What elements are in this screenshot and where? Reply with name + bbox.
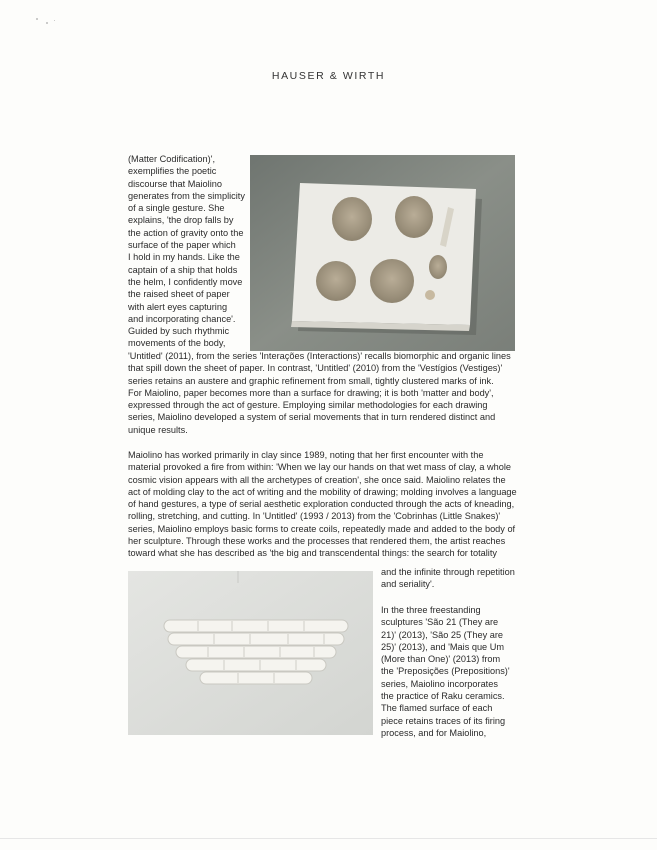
artwork-photo-clay-coils xyxy=(128,571,373,735)
text-line: surface of the paper which xyxy=(128,240,236,251)
text-line: process, and for Maiolino, xyxy=(381,727,487,738)
paragraph-2-right-column xyxy=(381,566,515,591)
text-line: discourse that Maiolino xyxy=(128,178,222,189)
text-line: Guided by such rhythmic xyxy=(128,326,230,337)
text-line: the helm, I confidently move xyxy=(128,276,243,287)
text-line: that spill down the sheet of paper. In contrast, 'Untitled' (2010) from the 'Vestígios (Vestiges)' xyxy=(128,363,503,374)
text-line: toward what she has described as 'the big and transcendental things: the search for totality xyxy=(128,548,497,559)
text-line: and seriality'. xyxy=(381,579,435,590)
text-line: with alert eyes capturing xyxy=(128,301,228,312)
artwork-photo-cut-paper xyxy=(250,155,515,351)
text-line: exemplifies the poetic xyxy=(128,166,217,177)
text-line: series, Maiolino incorporates xyxy=(381,678,498,689)
text-line: cosmic vision appears with all the archetypes of creation', she once said. Maiolino relates the xyxy=(128,474,506,485)
scan-speck xyxy=(46,22,48,24)
text-line: explains, 'the drop falls by xyxy=(128,215,234,226)
text-line: the action of gravity onto the xyxy=(128,227,244,238)
text-line: series, Maiolino employs basic forms to create coils, repeatedly made and added to the body of xyxy=(128,523,516,534)
text-line: I hold in my hands. Like the xyxy=(128,252,240,263)
text-line: generates from the simplicity xyxy=(128,190,245,201)
text-line: of a single gesture. She xyxy=(128,203,225,214)
text-line: (Matter Codification)', xyxy=(128,154,216,164)
text-line: 'Untitled' (2011), from the series 'Interações (Interactions)' recalls biomorphic and organic lines xyxy=(128,351,511,361)
text-line: 21)' (2013), 'São 25 (They are xyxy=(381,629,503,640)
paragraph-1-left-column xyxy=(128,153,245,350)
text-line: and the infinite through repetition xyxy=(381,567,515,577)
gallery-logo: HAUSER & WIRTH xyxy=(271,70,386,82)
text-line: The flamed surface of each xyxy=(381,703,493,714)
text-line: her sculpture. Through these works and the processes that rendered them, the artist reaches xyxy=(128,536,506,547)
text-line: movements of the body, xyxy=(128,338,226,349)
text-line: sculptures 'São 21 (They are xyxy=(381,617,499,628)
text-line: series, Maiolino developed a system of serial movements that in turn rendered distinct and xyxy=(128,412,496,423)
text-line: expressed through the act of gesture. Employing similar methodologies for each drawing xyxy=(128,400,488,411)
text-line: piece retains traces of its firing xyxy=(381,715,506,726)
scan-speck xyxy=(54,20,55,21)
scan-edge-line xyxy=(0,838,657,839)
text-line: the practice of Raku ceramics. xyxy=(381,691,505,702)
text-line: rolling, stretching, and cutting. In 'Untitled' (1993 / 2013) from the 'Cobrinhas (Little Snakes)' xyxy=(128,511,501,522)
text-line: unique results. xyxy=(128,424,188,435)
paragraph-2-full-width xyxy=(128,449,517,560)
text-line: material provoked a fire from within: 'When we lay our hands on that wet mass of clay, a whole xyxy=(128,462,512,473)
text-line: 25)' (2013), and 'Mais que Um xyxy=(381,641,505,652)
scan-speck xyxy=(36,18,38,20)
text-line: In the three freestanding xyxy=(381,605,481,615)
text-line: of hand gestures, a type of serial aesthetic exploration conducted through the acts of kneading, xyxy=(128,499,515,510)
text-line: act of molding clay to the act of writing and the mobility of drawing; molding involves a language xyxy=(128,486,517,497)
text-line: captain of a ship that holds xyxy=(128,264,238,275)
text-line: (More than One)' (2013) from xyxy=(381,654,501,665)
text-line: the 'Preposições (Prepositions)' xyxy=(381,666,510,677)
text-line: the raised sheet of paper xyxy=(128,289,230,300)
paragraph-3-right-column xyxy=(381,604,510,739)
paragraph-1-full-width xyxy=(128,350,511,436)
text-line: For Maiolino, paper becomes more than a surface for drawing; it is both 'matter and body', xyxy=(128,387,494,398)
text-line: and incorporating chance'. xyxy=(128,313,236,324)
text-line: Maiolino has worked primarily in clay since 1989, noting that her first encounter with the xyxy=(128,450,484,460)
text-line: series retains an austere and graphic refinement from small, tightly clustered marks of ink. xyxy=(128,375,494,386)
